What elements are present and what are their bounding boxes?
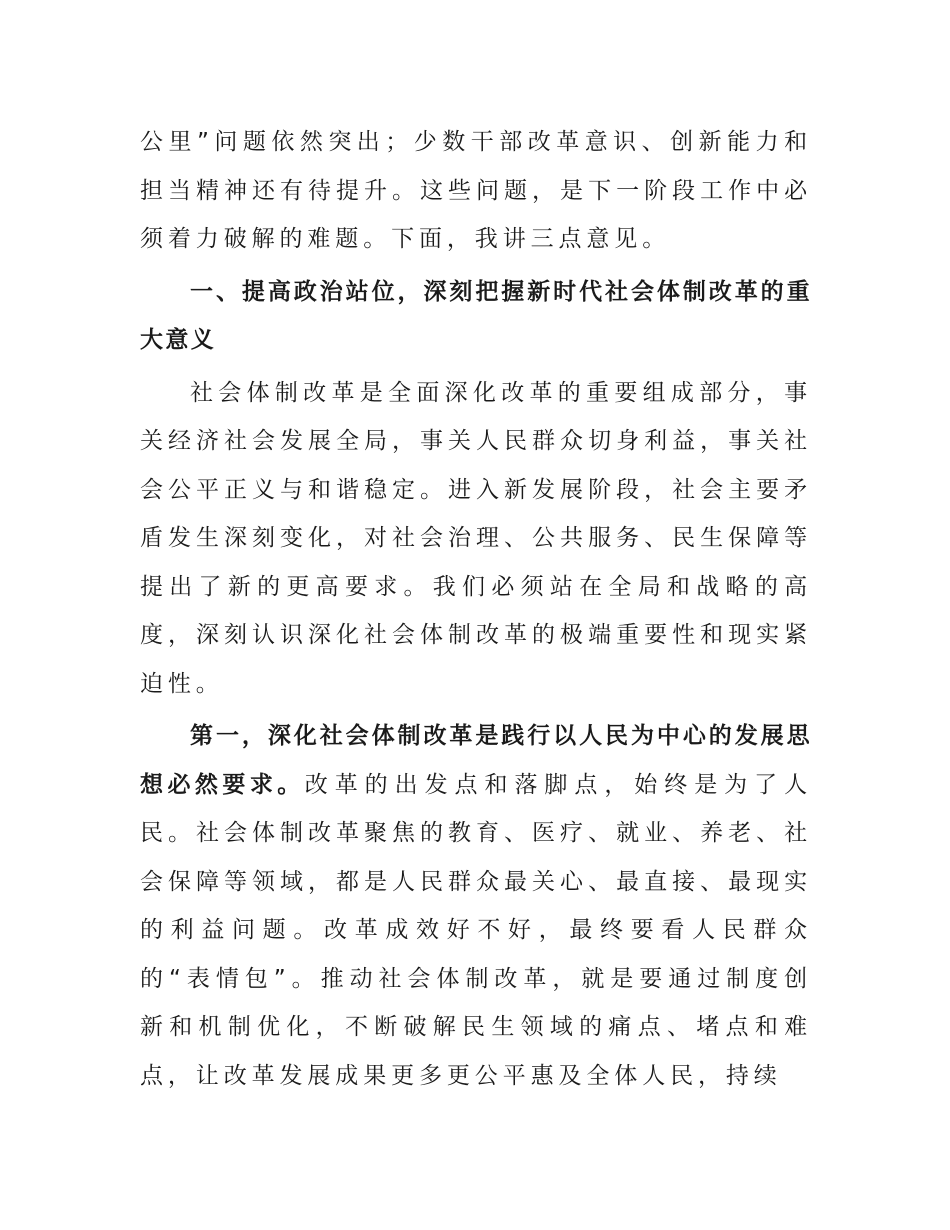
paragraph-2 xyxy=(140,712,812,1100)
paragraph-2-body: 改革的出发点和落脚点，始终是为了人民。社会体制改革聚焦的教育、医疗、就业、养老、社会保障等领域，都是人民群众最关心、最直接、最现实的利益问题。改革成效好不好，最终要看人民群众的“表情包”。推动社会体制改革，就是要通过制度创新和机制优化，不断破解民生领域的痛点、堵点和难点，让改革发展成果更多更公平惠及全体人民，持续 xyxy=(140,771,812,1089)
section-heading-1: 一、提高政治站位，深刻把握新时代社会体制改革的重大意义 xyxy=(140,278,812,353)
paragraph-1: 社会体制改革是全面深化改革的重要组成部分，事关经济社会发展全局，事关人民群众切身利益，事关社会公平正义与和谐稳定。进入新发展阶段，社会主要矛盾发生深刻变化，对社会治理、公共服务、民生保障等提出了新的更高要求。我们必须站在全局和战略的高度，深刻认识深化社会体制改革的极端重要性和现实紧迫性。 xyxy=(140,379,812,697)
paragraph-2-lead: 第一，深化社会体制改革是践行以人民为中心的发展思想必然要求。 xyxy=(140,723,812,798)
document-page xyxy=(140,118,812,1100)
paragraph-continuation: 公里”问题依然突出；少数干部改革意识、创新能力和担当精神还有待提升。这些问题，是下一阶段工作中必须着力破解的难题。下面，我讲三点意见。 xyxy=(140,129,812,252)
